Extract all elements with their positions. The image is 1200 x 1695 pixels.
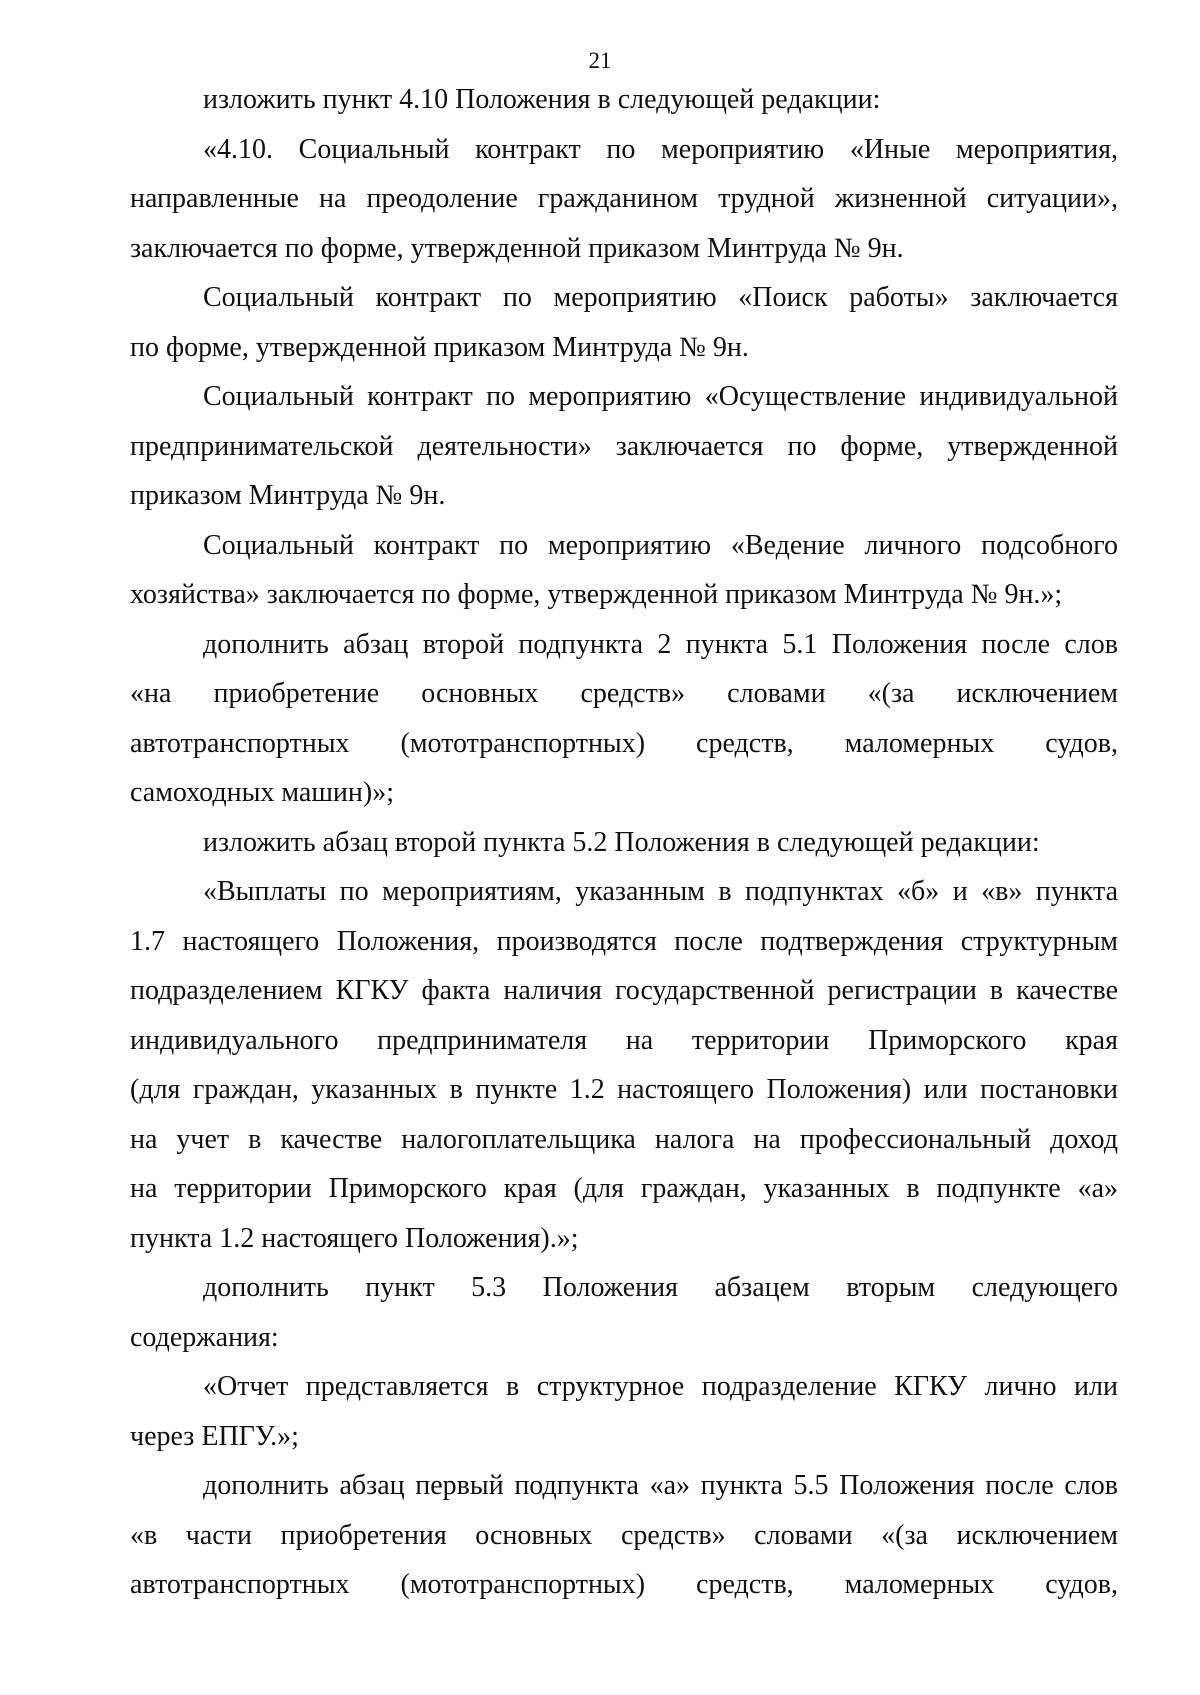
paragraph xyxy=(130,1263,1118,1362)
text-line: самоходных машин)»; xyxy=(130,777,394,808)
paragraph xyxy=(130,818,1118,868)
text-line: заключается по форме, утвержденной приказом Минтруда № 9н. xyxy=(130,232,904,264)
text-line: предпринимательской деятельности» заключается по форме, утвержденной xyxy=(130,430,1118,462)
text-line: (для граждан, указанных в пункте 1.2 настоящего Положения) или постановки xyxy=(130,1074,1118,1105)
text-line: направленные на преодоление гражданином трудной жизненной ситуации», xyxy=(130,183,1118,214)
text-line: через ЕПГУ.»; xyxy=(130,1420,299,1452)
document-body xyxy=(130,75,1118,1610)
text-line: автотранспортных (мототранспортных) средств, маломерных судов, xyxy=(130,1569,1118,1600)
text-line: «4.10. Социальный контракт по мероприятию «Иные мероприятия, xyxy=(203,133,1118,165)
paragraph xyxy=(130,75,1118,125)
paragraph xyxy=(130,273,1118,372)
text-line: на территории Приморского края (для граждан, указанных в подпункте «а» xyxy=(130,1173,1118,1204)
text-line: по форме, утвержденной приказом Минтруда № 9н. xyxy=(130,331,749,363)
text-line: Социальный контракт по мероприятию «Ведение личного подсобного xyxy=(203,529,1118,561)
text-line: Социальный контракт по мероприятию «Осуществление индивидуальной xyxy=(203,381,1118,412)
text-line: «Отчет представляется в структурное подразделение КГКУ лично или xyxy=(203,1371,1118,1402)
text-line: дополнить пункт 5.3 Положения абзацем вторым следующего xyxy=(203,1272,1118,1303)
text-line: Социальный контракт по мероприятию «Поиск работы» заключается xyxy=(203,282,1118,313)
text-line: на учет в качестве налогоплательщика налога на профессиональный доход xyxy=(130,1123,1118,1155)
text-line: хозяйства» заключается по форме, утвержденной приказом Минтруда № 9н.»; xyxy=(130,579,1063,610)
paragraph xyxy=(130,1461,1118,1610)
page-number: 21 xyxy=(588,48,612,73)
paragraph xyxy=(130,521,1118,620)
paragraph xyxy=(130,1362,1118,1461)
text-line: «Выплаты по мероприятиям, указанным в подпунктах «б» и «в» пункта xyxy=(203,876,1118,907)
text-line: изложить пункт 4.10 Положения в следующей редакции: xyxy=(203,84,881,115)
text-line: «на приобретение основных средств» словами «(за исключением xyxy=(130,678,1118,709)
text-line: приказом Минтруда № 9н. xyxy=(130,480,446,511)
text-line: индивидуального предпринимателя на территории Приморского края xyxy=(130,1024,1118,1056)
paragraph xyxy=(130,372,1118,521)
text-line: «в части приобретения основных средств» словами «(за исключением xyxy=(130,1519,1118,1551)
text-line: 1.7 настоящего Положения, производятся после подтверждения структурным xyxy=(130,925,1118,957)
text-line: содержания: xyxy=(130,1321,279,1353)
text-line: подразделением КГКУ факта наличия государственной регистрации в качестве xyxy=(130,975,1118,1006)
text-line: дополнить абзац первый подпункта «а» пункта 5.5 Положения после слов xyxy=(203,1470,1118,1501)
paragraph xyxy=(130,867,1118,1263)
paragraph xyxy=(130,620,1118,818)
text-line: пункта 1.2 настоящего Положения).»; xyxy=(130,1222,579,1254)
text-line: дополнить абзац второй подпункта 2 пункта 5.1 Положения после слов xyxy=(203,628,1118,660)
text-line: изложить абзац второй пункта 5.2 Положения в следующей редакции: xyxy=(203,826,1040,858)
paragraph xyxy=(130,125,1118,274)
text-line: автотранспортных (мототранспортных) средств, маломерных судов, xyxy=(130,727,1118,759)
